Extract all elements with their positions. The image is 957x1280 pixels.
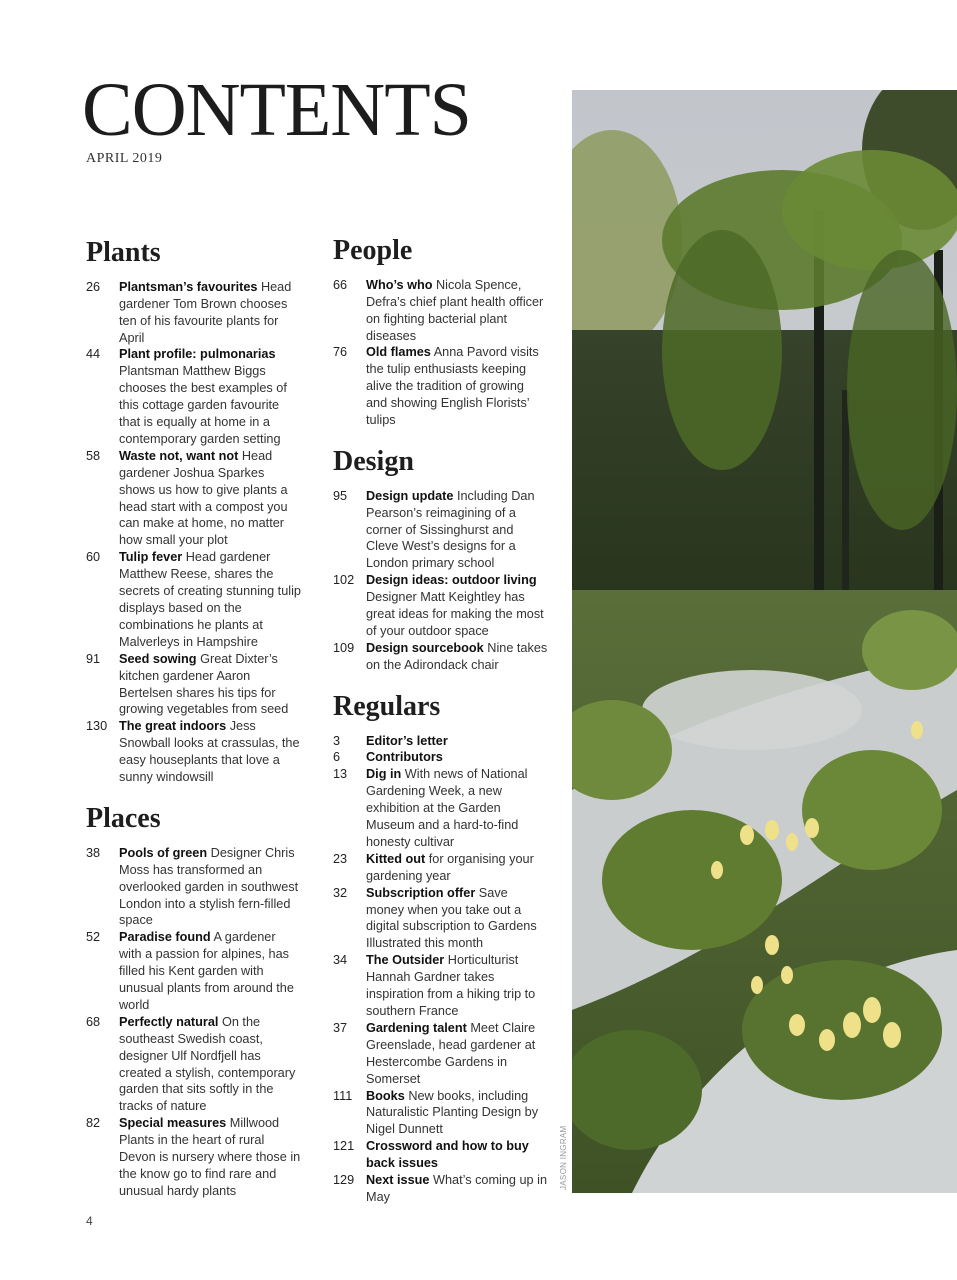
entry-title: Design ideas: outdoor living bbox=[366, 573, 537, 588]
section-design bbox=[333, 447, 548, 674]
entry-page: 26 bbox=[86, 279, 101, 294]
entry-page: 13 bbox=[333, 767, 348, 782]
contents-entry[interactable] bbox=[333, 885, 548, 953]
entry-page: 66 bbox=[333, 277, 348, 292]
entry-desc: Including Dan Pearson’s reimagining of a corner of Sissinghurst and Cleve West’s designs for a London primary school bbox=[366, 488, 535, 571]
contents-entry[interactable] bbox=[86, 279, 301, 347]
entry-desc: Designer Matt Keightley has great ideas for making the most of your outdoor space bbox=[366, 590, 544, 638]
contents-entry[interactable] bbox=[333, 488, 548, 573]
entry-title: Tulip fever bbox=[119, 550, 183, 565]
section-people bbox=[333, 236, 548, 429]
page-title: CONTENTS bbox=[82, 68, 471, 152]
entry-page: 38 bbox=[86, 845, 101, 860]
contents-entry[interactable] bbox=[333, 766, 548, 851]
entry-desc: Save money when you take out a digital subscription to Gardens Illustrated this month bbox=[366, 885, 537, 951]
entry-title: The great indoors bbox=[119, 719, 227, 734]
entry-page: 34 bbox=[333, 953, 348, 968]
contents-entry[interactable] bbox=[86, 651, 301, 719]
entry-page: 23 bbox=[333, 851, 348, 866]
photo-credit: JASON INGRAM bbox=[559, 1125, 568, 1190]
entry-desc: Nine takes on the Adirondack chair bbox=[366, 640, 548, 672]
contents-entry[interactable] bbox=[333, 344, 548, 429]
entry-page: 102 bbox=[333, 573, 355, 588]
contents-column-middle bbox=[333, 236, 548, 1206]
entry-desc: Designer Chris Moss has transformed an overlooked garden in southwest London into a stylish fern-filled space bbox=[119, 845, 299, 928]
entry-page: 52 bbox=[86, 930, 101, 945]
entry-page: 111 bbox=[333, 1088, 353, 1103]
entry-title: Pools of green bbox=[119, 845, 208, 860]
entry-desc: Great Dixter’s kitchen gardener Aaron Bertelsen shares his tips for growing vegetables from seed bbox=[119, 651, 289, 717]
entry-title: Perfectly natural bbox=[119, 1014, 219, 1029]
contents-entry[interactable] bbox=[86, 1115, 301, 1200]
contents-entry[interactable] bbox=[86, 718, 301, 786]
garden-photo bbox=[572, 90, 957, 1193]
contents-entry[interactable] bbox=[333, 851, 548, 885]
entry-page: 121 bbox=[333, 1139, 355, 1154]
contents-entry[interactable] bbox=[333, 1172, 548, 1206]
entry-desc: Millwood Plants in the heart of rural Devon is nursery where those in the know go to find rare and unusual hardy plants bbox=[119, 1116, 301, 1198]
entry-page: 109 bbox=[333, 640, 355, 655]
entry-page: 60 bbox=[86, 550, 101, 565]
entry-desc: Meet Claire Greenslade, head gardener at Hestercombe Gardens in Somerset bbox=[366, 1020, 536, 1086]
contents-entry[interactable] bbox=[333, 277, 548, 345]
entry-desc: Anna Pavord visits the tulip enthusiasts keeping alive the tradition of growing and showing English Florists’ tulips bbox=[366, 345, 539, 428]
entry-title: Design sourcebook bbox=[366, 640, 484, 655]
entry-desc: What’s coming up in May bbox=[366, 1173, 548, 1204]
entry-title: Kitted out bbox=[366, 851, 426, 866]
contents-entry[interactable] bbox=[333, 733, 548, 750]
entry-title: Plant profile: pulmonarias bbox=[119, 347, 276, 362]
section-regulars bbox=[333, 692, 548, 1206]
entry-page: 58 bbox=[86, 448, 101, 463]
entry-title: Dig in bbox=[366, 767, 402, 782]
entry-page: 37 bbox=[333, 1020, 348, 1035]
entry-title: Subscription offer bbox=[366, 885, 476, 900]
entry-desc: for organising your gardening year bbox=[366, 851, 534, 883]
section-heading: Places bbox=[86, 802, 161, 834]
entry-title: Gardening talent bbox=[366, 1020, 467, 1035]
entry-page: 130 bbox=[86, 719, 108, 734]
entry-title: Next issue bbox=[366, 1173, 430, 1188]
entry-desc: Head gardener Tom Brown chooses ten of his favourite plants for April bbox=[119, 279, 292, 345]
entry-page: 129 bbox=[333, 1173, 355, 1188]
contents-entry[interactable] bbox=[333, 572, 548, 640]
contents-entry[interactable] bbox=[333, 1020, 548, 1088]
entry-title: Plantsman’s favourites bbox=[119, 279, 258, 294]
section-heading: Plants bbox=[86, 237, 161, 268]
entry-page: 68 bbox=[86, 1014, 101, 1029]
entry-page: 6 bbox=[333, 750, 341, 765]
entry-title: Old flames bbox=[366, 345, 431, 360]
contents-entry[interactable] bbox=[86, 346, 301, 447]
entry-title: Paradise found bbox=[119, 930, 211, 945]
entry-desc: Plantsman Matthew Biggs chooses the best examples of this cottage garden favourite that is equally at home in a contemporary garden setting bbox=[119, 364, 287, 446]
entry-title: Editor’s letter bbox=[366, 733, 448, 748]
contents-entry[interactable] bbox=[333, 1138, 548, 1172]
entry-page: 82 bbox=[86, 1116, 101, 1131]
contents-entry[interactable] bbox=[333, 952, 548, 1020]
section-heading: People bbox=[333, 235, 413, 266]
contents-entry[interactable] bbox=[86, 929, 301, 1014]
entry-desc: Head gardener Joshua Sparkes shows us how to give plants a head start with a compost you can make at home, no matter how small your plot bbox=[119, 448, 288, 548]
entry-page: 95 bbox=[333, 488, 348, 503]
entry-desc: New books, including Naturalistic Planting Design by Nigel Dunnett bbox=[366, 1088, 539, 1137]
page-number: 4 bbox=[86, 1214, 93, 1228]
contents-entry[interactable] bbox=[86, 845, 301, 930]
entry-title: Contributors bbox=[366, 750, 443, 765]
entry-title: Books bbox=[366, 1088, 405, 1103]
entry-title: Crossword and how to buy back issues bbox=[366, 1139, 529, 1171]
section-plants bbox=[86, 238, 301, 786]
entry-page: 32 bbox=[333, 885, 348, 900]
issue-date: APRIL 2019 bbox=[86, 151, 163, 166]
entry-title: Special measures bbox=[119, 1116, 227, 1131]
entry-desc: Head gardener Matthew Reese, shares the secrets of creating stunning tulip displays based on the combinations he plants at Malverleys in Hampshire bbox=[119, 550, 301, 649]
entry-page: 91 bbox=[86, 651, 101, 666]
entry-desc: Jess Snowball looks at crassulas, the easy houseplants that love a sunny windowsill bbox=[119, 719, 300, 785]
entry-title: The Outsider bbox=[366, 953, 445, 968]
section-heading: Design bbox=[333, 445, 414, 477]
entry-page: 76 bbox=[333, 345, 348, 360]
contents-entry[interactable] bbox=[333, 749, 548, 766]
entry-title: Design update bbox=[366, 488, 454, 503]
contents-entry[interactable] bbox=[333, 1088, 548, 1139]
contents-entry[interactable] bbox=[333, 640, 548, 674]
entry-desc: A gardener with a passion for alpines, has filled his Kent garden with unusual plants from around the world bbox=[119, 930, 294, 1012]
entry-desc: Nicola Spence, Defra’s chief plant health officer on fighting bacterial plant diseases bbox=[366, 277, 544, 343]
contents-entry[interactable] bbox=[86, 549, 301, 650]
contents-entry[interactable] bbox=[86, 1014, 301, 1115]
entry-title: Seed sowing bbox=[119, 651, 197, 666]
entry-title: Who’s who bbox=[366, 277, 433, 292]
section-heading: Regulars bbox=[333, 690, 441, 722]
contents-entry[interactable] bbox=[86, 448, 301, 549]
entry-page: 44 bbox=[86, 347, 101, 362]
entry-title: Waste not, want not bbox=[119, 448, 239, 463]
entry-page: 3 bbox=[333, 733, 341, 748]
entry-desc: Horticulturist Hannah Gardner takes inspiration from a hiking trip to southern France bbox=[366, 953, 536, 1019]
contents-column-left bbox=[86, 238, 301, 1200]
section-places bbox=[86, 804, 301, 1200]
entry-desc: With news of National Gardening Week, a new exhibition at the Garden Museum and a hard-to-find honesty cultivar bbox=[366, 767, 528, 849]
entry-desc: On the southeast Swedish coast, designer Ulf Nordfjell has created a stylish, contemporary garden that sits softly in the tracks of nature bbox=[119, 1014, 296, 1114]
